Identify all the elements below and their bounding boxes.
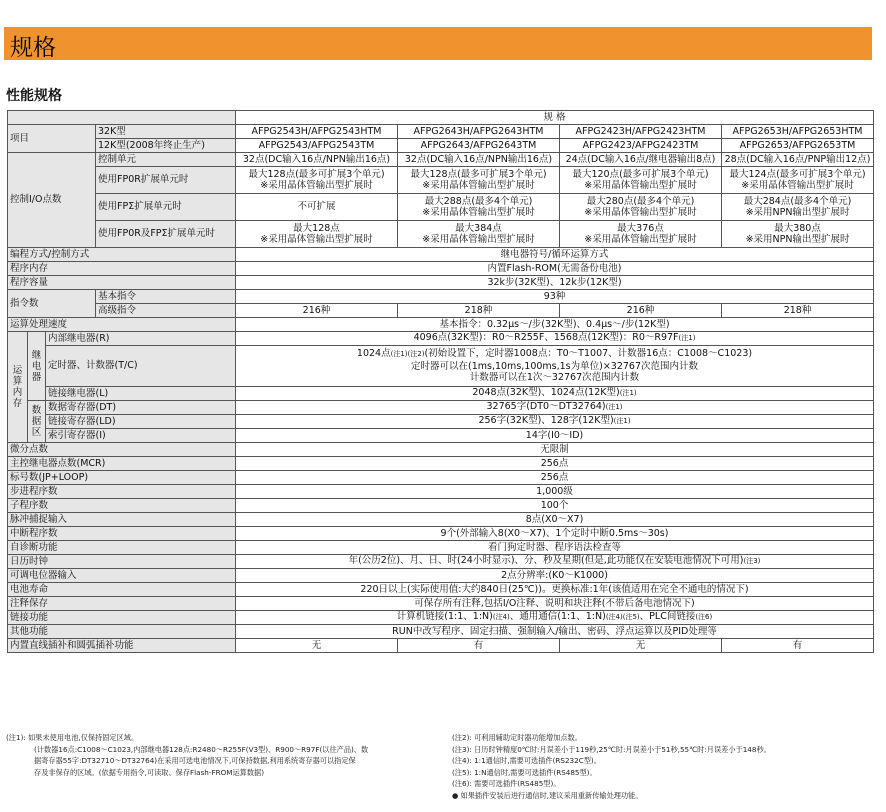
row-label: 链接寄存器(LD) (46, 415, 236, 429)
table-row (8, 457, 874, 471)
table-row (8, 541, 874, 555)
note-line: (注3): 日历时钟精度0℃时:月误差小于119秒,25℃时:月误差小于51秒,55℃时:月误差小于148秒。 (452, 744, 771, 754)
row-value: 2048点(32K型)、1024点(12K型)(注1) (236, 387, 874, 401)
value-cell: 最大128点(最多可扩展3个单元) ※采用晶体管输出型扩展时 (398, 167, 560, 194)
row-label: 自诊断功能 (8, 541, 236, 555)
row-label: 链接继电器(L) (46, 387, 236, 401)
io-both: 使用FP0R及FPΣ扩展单元时 (96, 221, 236, 248)
row-value: 14字(I0～ID) (236, 429, 874, 443)
table-row (8, 401, 874, 415)
value-cell: 最大128点(最多可扩展3个单元) ※采用晶体管输出型扩展时 (236, 167, 398, 194)
notes-right (452, 732, 771, 801)
table-row (8, 597, 874, 611)
note-line: (注2): 可利用辅助定时器功能增加点数。 (452, 733, 582, 742)
io-fps: 使用FPΣ扩展单元时 (96, 194, 236, 221)
row-value: 9个(外部输入8(X0～X7)、1个定时中断0.5ms～30s) (236, 527, 874, 541)
data-group-label: 数 据 区 (28, 401, 46, 443)
row-label: 步进程序数 (8, 485, 236, 499)
row-label: 电池寿命 (8, 583, 236, 597)
value-cell: 最大280点(最多4个单元) ※采用晶体管输出型扩展时 (560, 194, 722, 221)
row-value: RUN中改写程序、固定扫描、强制输入/输出、密码、浮点运算以及PID处理等 (236, 625, 874, 639)
row-label: 高级指令 (96, 304, 236, 318)
table-row (8, 167, 874, 194)
value-cell: 有 (398, 639, 560, 653)
row-label: 标号数(JP+LOOP) (8, 471, 236, 485)
row-label: 主控继电器点数(MCR) (8, 457, 236, 471)
table-row (8, 471, 874, 485)
row-label: 脉冲捕捉输入 (8, 513, 236, 527)
io-fp0r: 使用FP0R扩展单元时 (96, 167, 236, 194)
value-cell: 216种 (560, 304, 722, 318)
row-label: 注释保存 (8, 597, 236, 611)
title-banner (4, 27, 872, 60)
row-value: 256点 (236, 471, 874, 485)
row-label: 运算处理速度 (8, 318, 236, 332)
model-cell: AFPG2653/AFPG2653TM (722, 139, 874, 153)
value-cell: 最大384点 ※采用晶体管输出型扩展时 (398, 221, 560, 248)
table-row (8, 318, 874, 332)
row-value: 1,000级 (236, 485, 874, 499)
row-value: 256点 (236, 457, 874, 471)
table-row (8, 276, 874, 290)
row-value: 1024点(注1)(注2)(初始设置下，定时器1008点：T0～T1007、计数器16点：C1008～C1023) 定时器可以在(1ms,10ms,100ms,1s为单位)×32767次范围内计数 计数器可以在1次～32767次范围内计数 (236, 346, 874, 387)
row-label: 子程序数 (8, 499, 236, 513)
table-row (8, 387, 874, 401)
table-row (8, 221, 874, 248)
value-cell: 216种 (236, 304, 398, 318)
row-label: 日历时钟 (8, 555, 236, 569)
row-value: 无限制 (236, 443, 874, 457)
value-cell: 最大380点 ※采用NPN输出型扩展时 (722, 221, 874, 248)
row-label: 中断程序数 (8, 527, 236, 541)
row-value: 256字(32K型)、128字(12K型)(注1) (236, 415, 874, 429)
model-cell: AFPG2543/AFPG2543TM (236, 139, 398, 153)
section-subtitle: 性能规格 (6, 88, 62, 104)
relay-group-label: 继 电 器 (28, 332, 46, 401)
row-value: 100个 (236, 499, 874, 513)
table-row (8, 583, 874, 597)
table-row (8, 153, 874, 167)
table-row (8, 194, 874, 221)
row-label: 可调电位器输入 (8, 569, 236, 583)
table-row (8, 569, 874, 583)
table-row (8, 290, 874, 304)
header-blank (8, 111, 236, 125)
model-cell: AFPG2423H/AFPG2423HTM (560, 125, 722, 139)
note-line: (注1): 如果未使用电池,仅保持固定区域。 (6, 733, 139, 742)
row-value: 32765字(DT0～DT32764)(注1) (236, 401, 874, 415)
row-label: 指令数 (8, 290, 96, 318)
value-cell: 不可扩展 (236, 194, 398, 221)
note-line: (计数器16点:C1008～C1023,内部继电器128点:R2480～R255F(V3型)、R900～R97F(以往产品)、数 (34, 744, 369, 754)
model-cell: AFPG2643H/AFPG2643HTM (398, 125, 560, 139)
row-value: 计算机链接(1:1、1:N)(注4)、通用通信(1:1、1:N)(注4)(注5)、PLC间链接(注6) (236, 611, 874, 625)
note-line: 存及非保存的区域。(依据专用指令,可读取、保存Flash-FROM运算数据) (34, 767, 264, 777)
row-value: 93种 (236, 290, 874, 304)
row-value: 可保存所有注释,包括I/O注释、说明和块注释(不带后备电池情况下) (236, 597, 874, 611)
value-cell: 最大284点(最多4个单元) ※采用NPN输出型扩展时 (722, 194, 874, 221)
table-row (8, 139, 874, 153)
table-row (8, 485, 874, 499)
value-cell: 32点(DC输入16点/NPN输出16点) (398, 153, 560, 167)
header-32k: 32K型 (96, 125, 236, 139)
table-row (8, 611, 874, 625)
row-value: 2点分辨率:(K0～K1000) (236, 569, 874, 583)
table-row (8, 248, 874, 262)
row-label: 内置直线插补和圆弧插补功能 (8, 639, 236, 653)
value-cell: 最大376点 ※采用晶体管输出型扩展时 (560, 221, 722, 248)
spec-table (7, 110, 874, 653)
value-cell: 最大128点 ※采用晶体管输出型扩展时 (236, 221, 398, 248)
table-row (8, 625, 874, 639)
note-line: (注4): 1:1通信时,需要可选插件(RS232C型)。 (452, 756, 601, 765)
header-item: 项目 (8, 125, 96, 153)
row-value: 基本指令：0.32μs～/步(32K型)、0.4μs～/步(12K型) (236, 318, 874, 332)
value-cell: 最大120点(最多可扩展3个单元) ※采用晶体管输出型扩展时 (560, 167, 722, 194)
row-value: 8点(X0～X7) (236, 513, 874, 527)
io-label: 控制I/O点数 (8, 153, 96, 248)
table-row (8, 443, 874, 457)
note-line: ● 如果插件安装后进行通信时,建议采用重新传输处理功能。 (452, 790, 643, 800)
row-label: 编程方式/控制方式 (8, 248, 236, 262)
value-cell: 最大124点(最多可扩展3个单元) ※采用晶体管输出型扩展时 (722, 167, 874, 194)
table-row (8, 304, 874, 318)
value-cell: 218种 (722, 304, 874, 318)
row-label: 定时器、计数器(T/C) (46, 346, 236, 387)
table-row (8, 429, 874, 443)
row-value: 内置Flash-ROM(无需备份电池) (236, 262, 874, 276)
value-cell: 28点(DC输入16点/PNP输出12点) (722, 153, 874, 167)
row-label: 链接功能 (8, 611, 236, 625)
model-cell: AFPG2653H/AFPG2653HTM (722, 125, 874, 139)
row-value: 220日以上(实际使用值:大约840日(25℃))。更换标准:1年(该值适用在完全不通电的情况下) (236, 583, 874, 597)
model-cell: AFPG2543H/AFPG2543HTM (236, 125, 398, 139)
memory-area-label: 运 算 内 存 (8, 332, 28, 443)
row-label: 数据寄存器(DT) (46, 401, 236, 415)
value-cell: 有 (722, 639, 874, 653)
notes-left (6, 732, 368, 778)
value-cell: 24点(DC输入16点/继电器输出8点) (560, 153, 722, 167)
io-control-unit: 控制单元 (96, 153, 236, 167)
note-line: (注6): 需要可选插件(RS485型)。 (452, 779, 561, 788)
table-row (8, 346, 874, 387)
table-row (8, 555, 874, 569)
note-line: (注5): 1:N通信时,需要可选插件(RS485型)。 (452, 767, 597, 777)
header-spec: 规 格 (236, 111, 874, 125)
table-row (8, 262, 874, 276)
row-label: 程序内存 (8, 262, 236, 276)
value-cell: 无 (560, 639, 722, 653)
model-cell: AFPG2423/AFPG2423TM (560, 139, 722, 153)
page-title: 规格 (10, 35, 56, 61)
row-label: 索引寄存器(I) (46, 429, 236, 443)
row-label: 基本指令 (96, 290, 236, 304)
row-value: 32k步(32K型)、12k步(12K型) (236, 276, 874, 290)
model-cell: AFPG2643/AFPG2643TM (398, 139, 560, 153)
header-12k: 12K型(2008年终止生产) (96, 139, 236, 153)
row-value: 年(公历2位)、月、日、时(24小时显示)、分、秒及星期(但是,此功能仅在安装电池情况下可用)(注3) (236, 555, 874, 569)
table-row (8, 527, 874, 541)
note-line: 据寄存器55字:DT32710～DT32764)在采用可选电池情况下,可保持数据,利用系统寄存器可以指定保 (34, 756, 356, 765)
row-value: 4096点(32K型)：R0～R255F、1568点(12K型)：R0～R97F(注1) (236, 332, 874, 346)
row-value: 继电器符号/循环运算方式 (236, 248, 874, 262)
row-label: 其他功能 (8, 625, 236, 639)
table-row (8, 639, 874, 653)
table-row (8, 499, 874, 513)
table-row (8, 513, 874, 527)
value-cell: 无 (236, 639, 398, 653)
row-label: 微分点数 (8, 443, 236, 457)
row-label: 内部继电器(R) (46, 332, 236, 346)
table-row (8, 415, 874, 429)
value-cell: 218种 (398, 304, 560, 318)
row-value: 看门狗定时器、程序语法检查等 (236, 541, 874, 555)
value-cell: 32点(DC输入16点/NPN输出16点) (236, 153, 398, 167)
table-row (8, 111, 874, 125)
table-row (8, 332, 874, 346)
value-cell: 最大288点(最多4个单元) ※采用晶体管输出型扩展时 (398, 194, 560, 221)
row-label: 程序容量 (8, 276, 236, 290)
table-row (8, 125, 874, 139)
